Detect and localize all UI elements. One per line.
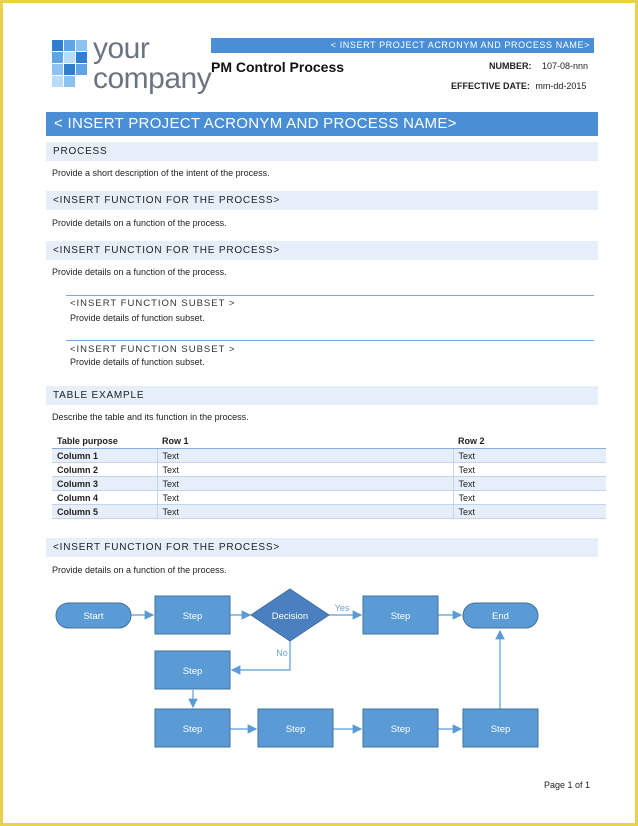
table-cell: Column 1: [52, 449, 157, 463]
section-heading-text: <INSERT FUNCTION FOR THE PROCESS>: [53, 542, 280, 553]
section-heading-text: <INSERT FUNCTION FOR THE PROCESS>: [53, 195, 280, 206]
subset-heading-1: <INSERT FUNCTION SUBSET >: [70, 298, 236, 309]
flow-end-label: End: [492, 611, 509, 622]
table-cell: Text: [157, 463, 453, 477]
flow-decision-label: Decision: [271, 611, 309, 622]
flow-step-label: Step: [182, 611, 203, 622]
flow-step-label: Step: [182, 666, 203, 677]
table-cell: Text: [453, 463, 606, 477]
table-cell: Text: [157, 449, 453, 463]
table-cell: Text: [157, 505, 453, 519]
flow-step-label: Step: [390, 724, 411, 735]
table-cell: Text: [157, 491, 453, 505]
subset-heading-2: <INSERT FUNCTION SUBSET >: [70, 344, 236, 355]
flow-start-label: Start: [83, 611, 104, 622]
table-cell: Text: [157, 477, 453, 491]
logo-line-2: company: [93, 62, 212, 95]
number-label: NUMBER:: [489, 61, 532, 71]
table-cell: Column 2: [52, 463, 157, 477]
flow-step-label: Step: [182, 724, 203, 735]
effective-date-value: mm-dd-2015: [535, 81, 587, 91]
section-heading-text: TABLE EXAMPLE: [53, 390, 145, 401]
table-cell: Text: [453, 491, 606, 505]
section-body-function-3: Provide details on a function of the process.: [52, 565, 227, 575]
effective-date-label: EFFECTIVE DATE:: [451, 81, 530, 91]
number-value: 107-08-nnn: [542, 61, 589, 71]
flow-yes-label: Yes: [334, 603, 350, 613]
table-cell: Column 5: [52, 505, 157, 519]
table-header-cell: Row 1: [157, 433, 453, 449]
section-body-function-1: Provide details on a function of the process.: [52, 218, 227, 228]
table-header-cell: Table purpose: [52, 433, 157, 449]
section-body-function-2: Provide details on a function of the process.: [52, 267, 227, 277]
main-title-text: < INSERT PROJECT ACRONYM AND PROCESS NAME>: [54, 115, 457, 132]
document-title: PM Control Process: [211, 59, 345, 75]
table-cell: Column 4: [52, 491, 157, 505]
table-cell: Text: [453, 477, 606, 491]
flow-step-label: Step: [390, 611, 411, 622]
section-heading-text: PROCESS: [53, 146, 108, 157]
flow-step-label: Step: [285, 724, 306, 735]
header-banner-text: < INSERT PROJECT ACRONYM AND PROCESS NAME>: [330, 40, 590, 50]
flow-step-label: Step: [490, 724, 511, 735]
section-body-process: Provide a short description of the intent of the process.: [52, 168, 270, 178]
section-body-table-example: Describe the table and its function in the process.: [52, 412, 249, 422]
page-number: Page 1 of 1: [544, 780, 591, 790]
section-heading-text: <INSERT FUNCTION FOR THE PROCESS>: [53, 245, 280, 256]
flow-no-label: No: [276, 648, 288, 658]
subset-body-2: Provide details of function subset.: [70, 357, 205, 367]
subset-body-1: Provide details of function subset.: [70, 313, 205, 323]
table-cell: Column 3: [52, 477, 157, 491]
logo-line-1: your: [93, 32, 150, 65]
table-cell: Text: [453, 505, 606, 519]
table-cell: Text: [453, 449, 606, 463]
table-header-cell: Row 2: [453, 433, 606, 449]
